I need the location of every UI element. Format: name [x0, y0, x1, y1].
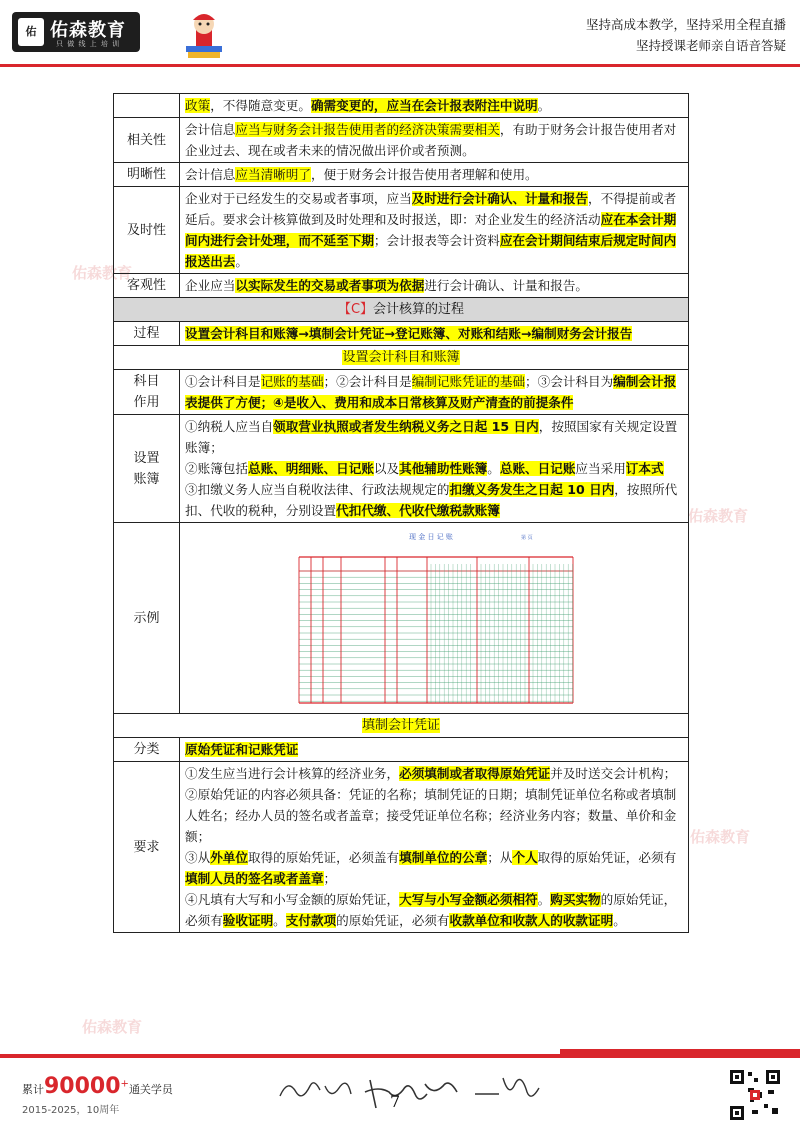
watermark: 佑森教育	[688, 507, 749, 525]
logo-seal-icon: 佑	[18, 18, 44, 46]
section-header-row	[114, 298, 689, 322]
header-divider	[0, 64, 800, 67]
example-cell	[180, 523, 689, 714]
header-slogan-2: 坚持授课老师亲自语音答疑	[635, 38, 786, 53]
header-slogan-1: 坚持高成本教学，坚持采用全程直播	[585, 17, 786, 32]
footer-suffix: 通关学员	[128, 1083, 173, 1096]
row-label-classification: 分类	[114, 738, 180, 762]
cash-journal-image	[289, 529, 579, 707]
objectivity-text: 企业应当以实际发生的交易或者事项为依据进行会计确认、计量和报告。	[180, 274, 689, 298]
requirements-text: ①发生应当进行会计核算的经济业务，必须填制或者取得原始凭证并及时送交会计机构； ②原始凭证的内容必须具备：凭证的名称；填制凭证的日期；填制凭证单位名称或者填制人姓名；经办人员的签名或者盖章；接受凭证单位名称；经济业务内容；数量、单价和金额； ③从外单位取得的原始凭证，必须盖有填制单位的公章；从个人取得的原始凭证，必须有填制人员的签名或者盖章； ④凡填有大写和小写金额的原始凭证，大写与小写金额必须相符。购买实物的原始凭证，必须有验收证明。支付款项的原始凭证，必须有收款单位和收款人的收款证明。	[180, 762, 689, 933]
footer-number: 90000	[44, 1074, 121, 1099]
table-row	[114, 118, 689, 163]
timeliness-text: 企业对于已经发生的交易或者事项，应当及时进行会计确认、计量和报告，不得提前或者延后。要求会计核算做到及时处理和及时报送，即：对企业发生的经济活动应在本会计期间内进行会计处理，而不延至下期；会计报表等会计资料应在会计期间结束后规定时间内报送出去。	[180, 187, 689, 274]
row-label-empty	[114, 94, 180, 118]
subhead-vouchers: 填制会计凭证	[114, 714, 689, 738]
classification-text: 原始凭证和记账凭证	[180, 738, 689, 762]
logo-slogan: 只 做 线 上 培 训	[56, 40, 121, 48]
footer-prefix: 累计	[22, 1083, 44, 1096]
subheader-row	[114, 714, 689, 738]
table-row	[114, 163, 689, 187]
row-label-objectivity: 客观性	[114, 274, 180, 298]
row-label-process: 过程	[114, 322, 180, 346]
table-row	[114, 738, 689, 762]
relevance-text: 会计信息应当与财务会计报告使用者的经济决策需要相关，有助于财务会计报告使用者对企业过去、现在或者未来的情况做出评价或者预测。	[180, 118, 689, 163]
watermark: 佑森教育	[72, 264, 133, 282]
watermark: 佑森教育	[690, 828, 751, 846]
handwritten-signature	[275, 1066, 545, 1114]
ledger-subtitle: 第 页	[521, 535, 533, 541]
table-row	[114, 187, 689, 274]
ledger-grid	[299, 557, 573, 703]
mascot-icon	[178, 8, 230, 62]
footer-divider	[0, 1054, 800, 1058]
consistency-continued: 政策，不得随意变更。确需变更的，应当在会计报表附注中说明。	[180, 94, 689, 118]
table-row	[114, 762, 689, 933]
table-row	[114, 523, 689, 714]
accounting-principles-table	[113, 93, 689, 933]
page-header	[0, 0, 800, 66]
clarity-text: 会计信息应当清晰明了，便于财务会计报告使用者理解和使用。	[180, 163, 689, 187]
row-label-relevance: 相关性	[114, 118, 180, 163]
qr-code-icon	[728, 1068, 782, 1122]
subhead-accounts: 设置会计科目和账簿	[114, 346, 689, 370]
header-slogans	[586, 14, 786, 56]
watermark: 佑森教育	[82, 1018, 143, 1036]
setup-books-text: ①纳税人应当自领取营业执照或者发生纳税义务之日起 15 日内，按照国家有关规定设置账簿； ②账簿包括总账、明细账、日记账以及其他辅助性账簿。总账、日记账应当采用订本式 ③扣缴义务人应当自税收法律、行政法规规定的扣缴义务发生之日起 10 日内，按照所代扣、代收的税种，分别设置代扣代缴、代收代缴税款账簿	[180, 415, 689, 523]
row-label-setup-books: 设置 账簿	[114, 415, 180, 523]
logo-name: 佑森教育	[50, 20, 126, 41]
table-row	[114, 415, 689, 523]
subheader-row	[114, 346, 689, 370]
subject-use-text: ①会计科目是记账的基础；②会计科目是编制记账凭证的基础；③会计科目为编制会计报表提供了方便；④是收入、费用和成本日常核算及财产清查的前提条件	[180, 370, 689, 415]
table-row	[114, 94, 689, 118]
row-label-clarity: 明晰性	[114, 163, 180, 187]
brand-logo	[12, 12, 140, 52]
table-row	[114, 274, 689, 298]
table-row	[114, 322, 689, 346]
ledger-title: 现 金 日 记 账	[409, 533, 453, 541]
row-label-requirements: 要求	[114, 762, 180, 933]
footer-stats	[22, 1074, 173, 1116]
table-row	[114, 370, 689, 415]
footer-plus: +	[120, 1078, 129, 1090]
row-label-timeliness: 及时性	[114, 187, 180, 274]
page-number: 7	[390, 1092, 401, 1111]
row-label-subject-use: 科目 作用	[114, 370, 180, 415]
row-label-example: 示例	[114, 523, 180, 714]
process-text: 设置会计科目和账簿→填制会计凭证→登记账簿、对账和结账→编制财务会计报告	[180, 322, 689, 346]
section-c-title: 【C】会计核算的过程	[114, 298, 689, 322]
footer-years: 2015-2025，10周年	[22, 1105, 120, 1116]
